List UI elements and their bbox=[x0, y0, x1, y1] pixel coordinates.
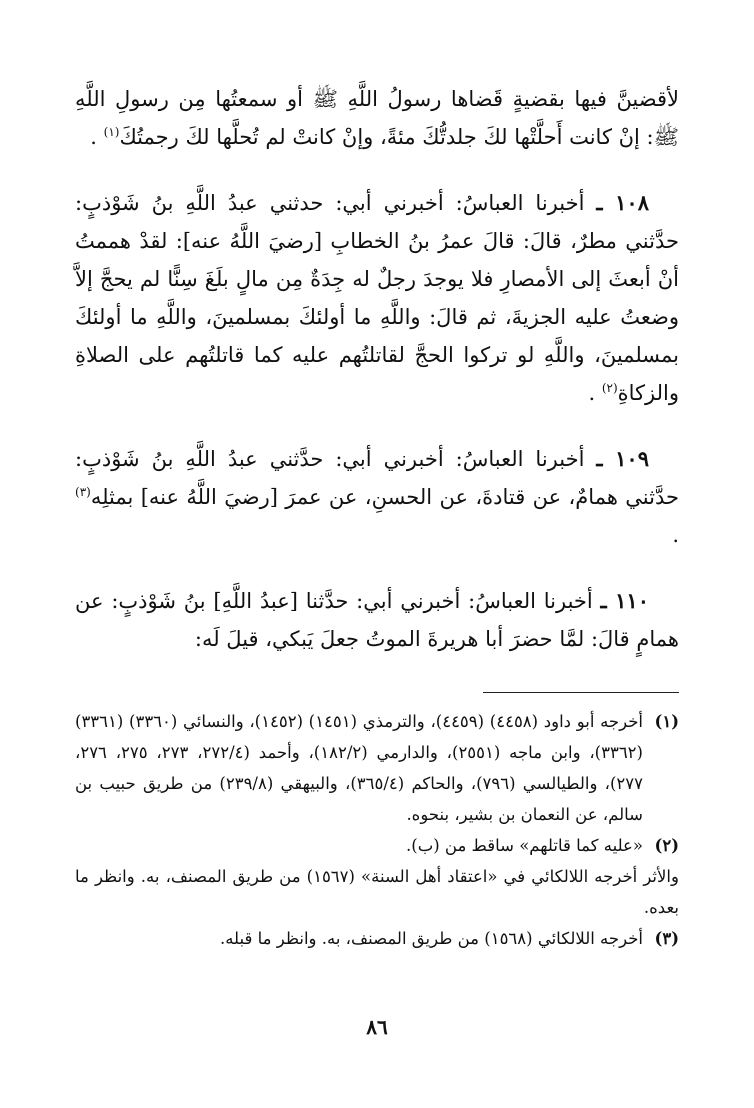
book-page bbox=[75, 80, 679, 1060]
hadith-108-text: أخبرنا العباسُ: أخبرني أبي: حدثني عبدُ اللَّهِ بنُ شَوْذبٍ: حدَّثني مطرٌ، قالَ: قالَ عمرُ بنُ الخطابِ [رضيَ اللَّهُ عنه]: لقدْ هممتُ أنْ أبعثَ إلى الأمصارِ فلا يوجدَ رجلٌ له جِدَةٌ مِن مالٍ بلَغَ سِنًّا لم يحجَّ إلاَّ وضعتُ عليه الجزيةَ، ثم قالَ: واللَّهِ ما أولئكَ بمسلمينَ، واللَّهِ ما أولئكَ بمسلمينَ، واللَّهِ لو تركوا الحجَّ لقاتلتُهم عليه كما قاتلتُهم على الصلاةِ والزكاةِ bbox=[75, 191, 679, 405]
footnote-2-continuation: والأثر أخرجه اللالكائي في «اعتقاد أهل السنة» (١٥٦٧) من طريق المصنف، به. وانظر ما بعده. bbox=[75, 867, 679, 917]
hadith-110 bbox=[75, 582, 679, 658]
hadith-108 bbox=[75, 184, 679, 412]
intro-end: . bbox=[90, 125, 97, 149]
footnote-2-text: «عليه كما قاتلهم» ساقط من (ب). bbox=[406, 836, 643, 855]
footnote-3-text: أخرجه اللالكائي (١٥٦٨) من طريق المصنف، به. وانظر ما قبله. bbox=[219, 929, 643, 948]
hadith-108-end: . bbox=[588, 381, 596, 405]
footnotes bbox=[75, 706, 679, 954]
hadith-109-text: أخبرنا العباسُ: أخبرني أبي: حدَّثني عبدُ اللَّهِ بنُ شَوْذبٍ: حدَّثني همامٌ، عن قتادةَ، عن الحسنِ، عن عمرَ [رضيَ اللَّهُ عنه] بمثلِه bbox=[75, 447, 679, 509]
footnote-2-number: (٢) bbox=[654, 836, 679, 855]
footnote-1-text: أخرجه أبو داود (٤٤٥٨) (٤٤٥٩)، والترمذي (١٤٥١) (١٤٥٢)، والنسائي (٣٣٦٠) (٣٣٦١) (٣٣٦٢)، وابن ماجه (٢٥٥١)، والدارمي (١٨٢/٢)، وأحمد (٢٧٢/٤، ٢٧٣، ٢٧٥، ٢٧٦، ٢٧٧)، والطيالسي (٧٩٦)، والحاكم (٣٦٥/٤)، والبيهقي (٢٣٩/٨) من طريق حبيب بن سالم، عن النعمان بن بشير، بنحوه. bbox=[75, 712, 644, 824]
footnote-3 bbox=[75, 923, 679, 954]
hadith-number-108: ١٠٨ ـ bbox=[596, 190, 649, 215]
footnote-ref-1[interactable]: (١) bbox=[103, 125, 120, 139]
intro-text: لأقضينَّ فيها بقضيةٍ قَضاها رسولُ اللَّهِ ﷺ أو سمعتُها مِن رسولِ اللَّهِ ﷺ: إنْ كانت أَحلَّتْها لكَ جلدتُّكَ مئةً، وإنْ كانتْ لم تُحلَّها لكَ رجمتُكَ bbox=[75, 87, 679, 149]
page-number: ٨٦ bbox=[366, 1015, 388, 1039]
hadith-110-text: أخبرنا العباسُ: أخبرني أبي: حدَّثنا [عبدُ اللَّهِ] بنُ شَوْذبٍ: عن همامٍ قالَ: لمَّا حضرَ أبا هريرةَ الموتُ جعلَ يَبكي، قيلَ لَه: bbox=[75, 589, 679, 651]
hadith-number-109: ١٠٩ ـ bbox=[596, 446, 649, 471]
footnote-ref-2[interactable]: (٢) bbox=[601, 381, 618, 395]
hadith-109 bbox=[75, 440, 679, 554]
footnote-1 bbox=[75, 706, 679, 830]
hadith-number-110: ١١٠ ـ bbox=[600, 588, 649, 613]
footnote-ref-3[interactable]: (٣) bbox=[75, 485, 91, 499]
footnote-2 bbox=[75, 830, 679, 861]
footnote-1-number: (١) bbox=[654, 712, 679, 731]
main-text bbox=[75, 80, 679, 658]
paragraph-intro bbox=[75, 80, 679, 156]
footnote-divider bbox=[483, 692, 679, 693]
hadith-109-end: . bbox=[672, 523, 679, 547]
footnote-3-number: (٣) bbox=[654, 929, 679, 948]
